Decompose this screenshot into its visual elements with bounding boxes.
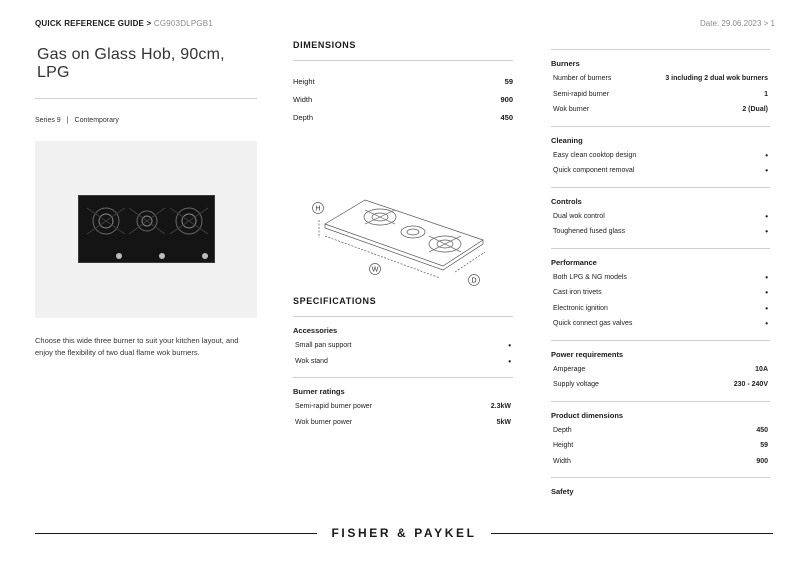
divider [293, 377, 513, 378]
spec-value: 2.3kW [490, 403, 511, 410]
height-marker-label: H [315, 205, 321, 213]
brand-logo: FISHER & PAYKEL [331, 526, 477, 540]
left-knob-icon [116, 253, 122, 259]
spec-value: 59 [760, 442, 768, 449]
spec-row [551, 423, 770, 439]
style-label: Contemporary [74, 117, 119, 124]
spec-row [551, 454, 770, 470]
spec-value: • [765, 227, 768, 236]
separator: | [66, 117, 69, 124]
hob-line-drawing [305, 192, 505, 292]
date-label: Date: 29.06.2023 > [700, 19, 769, 28]
spec-row [551, 209, 770, 225]
divider [551, 401, 770, 402]
spec-label: Quick component removal [553, 167, 635, 174]
cleaning-title: Cleaning [551, 135, 583, 145]
spec-value: • [765, 211, 768, 221]
specifications-section [293, 296, 513, 430]
divider [551, 126, 770, 127]
spec-label: Small pan support [295, 342, 352, 349]
spec-label: Supply voltage [553, 381, 599, 388]
spec-value: • [765, 288, 768, 297]
dimension-value: 900 [500, 95, 513, 104]
depth-marker-label: D [471, 277, 477, 285]
dimension-label: Height [293, 77, 315, 86]
divider [35, 98, 257, 99]
divider [293, 60, 513, 61]
spec-row [551, 362, 770, 378]
product-title: Gas on Glass Hob, 90cm, LPG [37, 46, 225, 81]
spec-row [551, 224, 770, 240]
spec-value: • [765, 166, 768, 175]
divider [551, 49, 770, 50]
burner-centre-icon [401, 226, 425, 238]
burner-ratings-title: Burner ratings [293, 387, 345, 396]
spec-value: 450 [756, 426, 768, 434]
page-header [35, 19, 775, 33]
footer-rule-right [491, 533, 773, 534]
dimension-diagram [305, 192, 505, 292]
dimensions-table [293, 73, 513, 127]
divider [551, 477, 770, 478]
spec-label: Depth [553, 426, 572, 434]
spec-label: Semi-rapid burner [553, 90, 610, 98]
spec-row [551, 316, 770, 332]
spec-row [551, 438, 770, 454]
spec-value: 5kW [496, 418, 511, 426]
page-footer [35, 525, 773, 543]
controls-title: Controls [551, 196, 582, 206]
spec-row [551, 148, 770, 164]
divider [551, 187, 770, 188]
spec-value: • [765, 272, 768, 282]
spec-value: • [765, 150, 768, 160]
centre-knob-icon [159, 253, 165, 259]
dimension-label: Width [293, 95, 313, 104]
page-number: 1 [770, 19, 775, 28]
spec-row [551, 102, 770, 118]
spec-row [293, 399, 513, 415]
dimensions-title: DIMENSIONS [293, 40, 357, 50]
guide-heading [35, 19, 213, 28]
spec-value: • [508, 356, 511, 366]
spec-label: Amperage [553, 365, 586, 373]
power-requirements-title: Power requirements [551, 349, 624, 359]
spec-value: 900 [756, 457, 768, 465]
spec-value: 10A [755, 365, 768, 373]
spec-label: Easy clean cooktop design [553, 151, 637, 159]
spec-value: • [508, 341, 511, 350]
spec-value: 230 - 240V [733, 381, 768, 388]
dimension-row-height [293, 73, 513, 91]
spec-label: Wok burner [553, 106, 590, 113]
spec-row [293, 354, 513, 370]
divider [293, 316, 513, 317]
right-knob-icon [202, 253, 208, 259]
spec-label: Wok stand [295, 357, 328, 365]
spec-label: Both LPG & NG models [553, 273, 627, 281]
dimension-row-depth [293, 109, 513, 127]
spec-row [551, 163, 770, 179]
spec-value: 3 including 2 dual wok burners [665, 75, 768, 82]
dimension-row-width [293, 91, 513, 109]
model-code: CG903DLPGB1 [153, 19, 213, 28]
spec-row [551, 71, 770, 87]
product-image [35, 141, 257, 318]
hob-edge-icon [325, 224, 483, 270]
spec-label: Height [553, 442, 574, 449]
spec-label: Quick connect gas valves [553, 320, 633, 327]
safety-title: Safety [551, 487, 574, 496]
width-marker-label: W [371, 266, 379, 274]
spec-row [551, 87, 770, 103]
trivet-icon [87, 208, 208, 234]
spec-label: Electronic ignition [553, 304, 608, 312]
product-dimensions-title: Product dimensions [551, 410, 624, 420]
dimension-value: 450 [500, 113, 513, 122]
spec-label: Semi-rapid burner power [295, 403, 373, 410]
spec-label: Wok burner power [295, 418, 353, 426]
spec-label: Dual wok control [553, 212, 605, 220]
spec-row [551, 270, 770, 286]
spec-label: Toughened fused glass [553, 228, 625, 235]
performance-title: Performance [551, 257, 597, 267]
spec-row [551, 301, 770, 317]
divider [551, 248, 770, 249]
product-overview [35, 40, 257, 359]
footer-rule-left [35, 533, 317, 534]
dimension-label: Depth [293, 113, 314, 122]
accessories-title: Accessories [293, 326, 338, 335]
spec-value: 1 [764, 90, 768, 98]
spec-value: • [765, 319, 768, 328]
spec-label: Width [553, 457, 571, 465]
hob-burners-graphic [79, 196, 216, 264]
series-line [35, 117, 257, 124]
feature-specs [551, 40, 770, 499]
spec-value: 2 (Dual) [742, 106, 768, 113]
date-and-page [700, 19, 775, 28]
divider [551, 340, 770, 341]
spec-row [293, 415, 513, 431]
spec-row [551, 377, 770, 393]
spec-label: Number of burners [553, 75, 612, 82]
series-label: Series 9 [35, 117, 61, 124]
width-dimension-line [325, 236, 440, 278]
burners-title: Burners [551, 59, 580, 68]
specifications-title: SPECIFICATIONS [293, 296, 377, 306]
spec-row [551, 285, 770, 301]
product-description: Choose this wide three burner to suit your kitchen layout, and enjoy the flexibility of two dual flame wok burners. [35, 336, 239, 357]
dimension-value: 59 [504, 77, 513, 86]
hob-photo [78, 195, 215, 263]
spec-row [293, 338, 513, 354]
guide-label: QUICK REFERENCE GUIDE > [35, 19, 152, 28]
spec-value: • [765, 303, 768, 313]
spec-label: Cast iron trivets [553, 289, 602, 296]
